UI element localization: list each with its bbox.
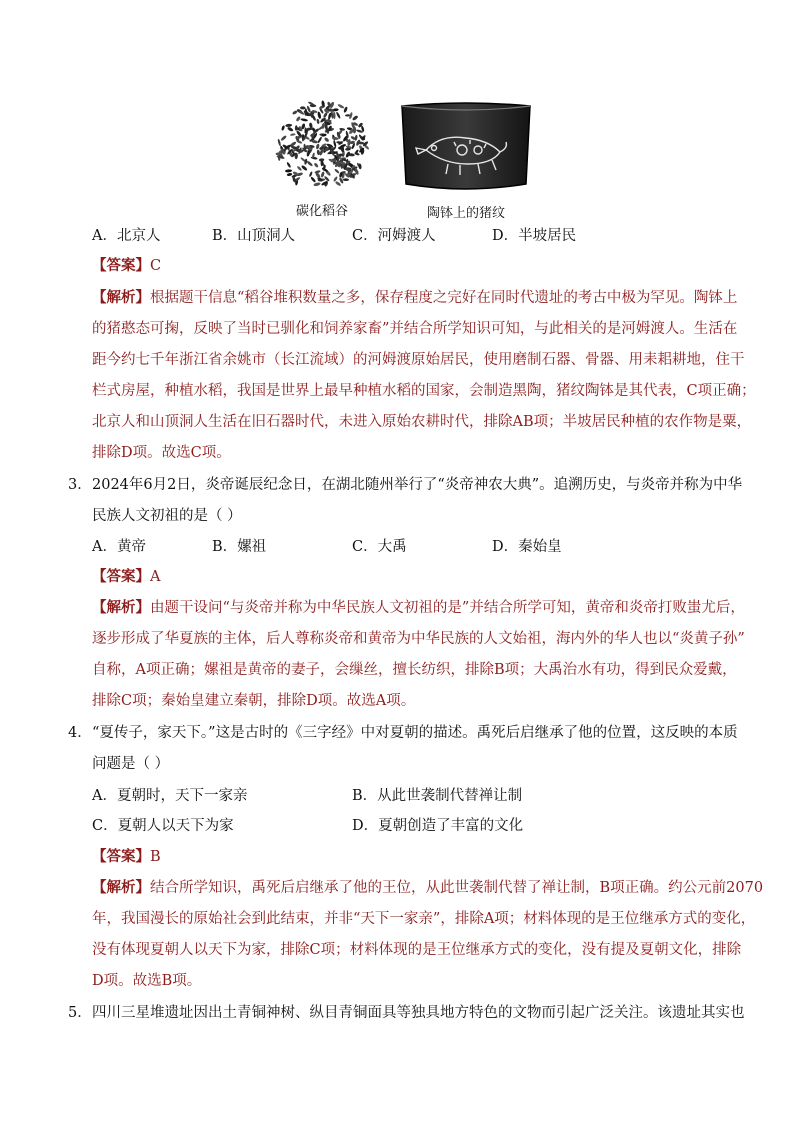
- rice-grain: [298, 110, 305, 116]
- q4-option-a: A．夏朝时，天下一家亲: [92, 788, 248, 804]
- rice-grain: [333, 140, 337, 148]
- analysis-tag: 【解析】: [92, 879, 150, 896]
- question-figures: [266, 98, 536, 220]
- q3-option-c: C．大禹: [352, 539, 407, 555]
- q4-stem-line: 问题是（ ）: [92, 756, 170, 772]
- q2-analysis-line: 的猪憨态可掬，反映了当时已驯化和饲养家畜”并结合所学知识可知，与此相关的是河姆渡人。生活在: [92, 321, 738, 337]
- rice-grain: [280, 135, 287, 142]
- rice-grain: [333, 176, 338, 182]
- rice-grain: [320, 171, 325, 178]
- q3-option-b: B．嫘祖: [212, 539, 267, 555]
- rice-grain: [324, 137, 330, 143]
- rice-grain: [317, 111, 322, 119]
- q4-answer: [92, 847, 161, 867]
- rice-grain: [287, 173, 293, 177]
- q2-analysis-line: [92, 288, 737, 308]
- q3-option-a: A．黄帝: [92, 539, 146, 555]
- answer-tag: 【答案】: [92, 257, 150, 274]
- rice-grain: [316, 119, 320, 125]
- q3-analysis-line: 排除C项；秦始皇建立秦朝，排除D项。故选A项。: [92, 693, 416, 709]
- q3-stem-line: 2024年6月2日，炎帝诞辰纪念日，在湖北随州举行了“炎帝神农大典”。追溯历史，与炎帝并称为中华: [92, 477, 743, 493]
- rice-grain: [285, 169, 292, 172]
- q5-number: 5．: [68, 1005, 92, 1021]
- rice-grain: [285, 124, 292, 128]
- q2-option-b: B．山顶洞人: [212, 228, 296, 244]
- bowl-caption: 陶钵上的猪纹: [426, 206, 505, 221]
- analysis-text: 由题干设问“与炎帝并称为中华民族人文初祖的是”并结合所学可知，黄帝和炎帝打败蚩尤后，: [150, 600, 745, 616]
- rice-grain: [352, 115, 359, 121]
- q4-option-d: D．夏朝创造了丰富的文化: [352, 818, 524, 834]
- q4-analysis-line: 没有体现夏朝人以天下为家，排除C项；材料体现的是王位继承方式的变化，没有提及夏朝文化，排除: [92, 942, 742, 958]
- rice-grain: [310, 104, 317, 107]
- q3-option-d: D．秦始皇: [492, 539, 562, 555]
- rice-grain: [277, 156, 284, 158]
- answer-tag: 【答案】: [92, 568, 150, 585]
- answer-tag: 【答案】: [92, 848, 150, 865]
- q4-stem-line: “夏传子，家天下。”这是古时的《三字经》中对夏朝的描述。禹死后启继承了他的位置，这反映的本质: [92, 725, 738, 741]
- pig-pattern-bowl-figure: [396, 98, 536, 221]
- analysis-tag: 【解析】: [92, 599, 150, 616]
- rice-grain: [311, 156, 318, 160]
- rice-grain: [343, 178, 349, 181]
- rice-grain: [313, 162, 319, 168]
- rice-grain: [310, 176, 316, 183]
- q2-option-d: D．半坡居民: [492, 228, 577, 244]
- analysis-tag: 【解析】: [92, 289, 150, 306]
- q4-option-c: C．夏朝人以天下为家: [92, 818, 234, 834]
- q4-analysis-line: 年，我国漫长的原始社会到此结束，并非“天下一家亲”，排除A项；材料体现的是王位继承方式的变化，: [92, 911, 756, 927]
- pottery-bowl-image: [396, 98, 536, 196]
- q4-analysis-line: [92, 878, 763, 898]
- rice-grain: [334, 168, 340, 174]
- rice-grain: [337, 103, 345, 109]
- rice-grain: [354, 135, 358, 141]
- rice-grain: [295, 125, 298, 131]
- rice-grain: [309, 171, 313, 177]
- rice-grain: [295, 116, 301, 122]
- carbonized-rice-figure: [266, 98, 378, 219]
- rice-grain: [297, 165, 303, 171]
- rice-grain: [301, 165, 308, 172]
- analysis-text: 根据题干信息“稻谷堆积数量之多，保存程度之完好在同时代遗址的考古中极为罕见。陶钵上: [150, 290, 738, 306]
- rice-grain: [313, 182, 321, 187]
- q4-option-b: B．从此世袭制代替禅让制: [352, 788, 523, 804]
- q4-number: 4．: [68, 725, 92, 741]
- rice-grain: [319, 158, 325, 161]
- answer-value: B: [150, 849, 161, 865]
- q3-number: 3．: [68, 477, 92, 493]
- rice-grain: [300, 106, 306, 109]
- q3-analysis-line: 自称，A项正确；嫘祖是黄帝的妻子，会缫丝，擅长纺织，排除B项；大禹治水有功，得到民众爱戴，: [92, 662, 737, 678]
- q2-analysis-line: 北京人和山顶洞人生活在旧石器时代，未进入原始农耕时代，排除AB项；半坡居民种植的农作物是粟，: [92, 414, 752, 430]
- q3-analysis-line: [92, 598, 745, 618]
- q2-analysis-line: 距今约七千年浙江省余姚市（长江流域）的河姆渡原始居民，使用磨制石器、骨器、用耒耜耕地，住干: [92, 352, 745, 368]
- q2-answer: [92, 256, 161, 276]
- answer-value: A: [150, 569, 161, 585]
- rice-grain: [306, 160, 313, 167]
- q3-analysis-line: 逐步形成了华夏族的主体，后人尊称炎帝和黄帝为中华民族的人文始祖，海内外的华人也以“炎黄子孙”: [92, 631, 745, 647]
- rice-grain: [339, 128, 345, 131]
- answer-value: C: [150, 258, 162, 274]
- carbonized-rice-image: [266, 98, 378, 194]
- q2-option-c: C．河姆渡人: [352, 228, 436, 244]
- rice-grain: [287, 126, 294, 132]
- rice-grain: [281, 125, 285, 131]
- q3-answer: [92, 567, 160, 587]
- q2-option-a: A．北京人: [92, 228, 161, 244]
- rice-grain: [317, 136, 323, 144]
- q5-stem-line: 四川三星堆遗址因出土青铜神树、纵目青铜面具等独具地方特色的文物而引起广泛关注。该遗址其实也: [92, 1005, 745, 1021]
- rice-grain: [286, 162, 291, 169]
- rice-grain: [277, 139, 281, 147]
- q2-analysis-line: 排除D项。故选C项。: [92, 445, 231, 461]
- q2-analysis-line: 栏式房屋，种植水稻，我国是世界上最早种植水稻的国家，会制造黑陶，猪纹陶钵是其代表，C项正确；: [92, 383, 756, 399]
- q4-analysis-line: D项。故选B项。: [92, 973, 202, 989]
- rice-grain: [300, 118, 308, 122]
- rice-grain: [336, 111, 342, 119]
- rice-grain: [292, 110, 298, 115]
- rice-caption: 碳化稻谷: [295, 204, 348, 219]
- analysis-text: 结合所学知识，禹死后启继承了他的王位，从此世袭制代替了禅让制，B项正确。约公元前2070: [150, 880, 764, 896]
- q3-stem-line: 民族人文初祖的是（ ）: [92, 508, 242, 524]
- rice-grain: [290, 133, 296, 136]
